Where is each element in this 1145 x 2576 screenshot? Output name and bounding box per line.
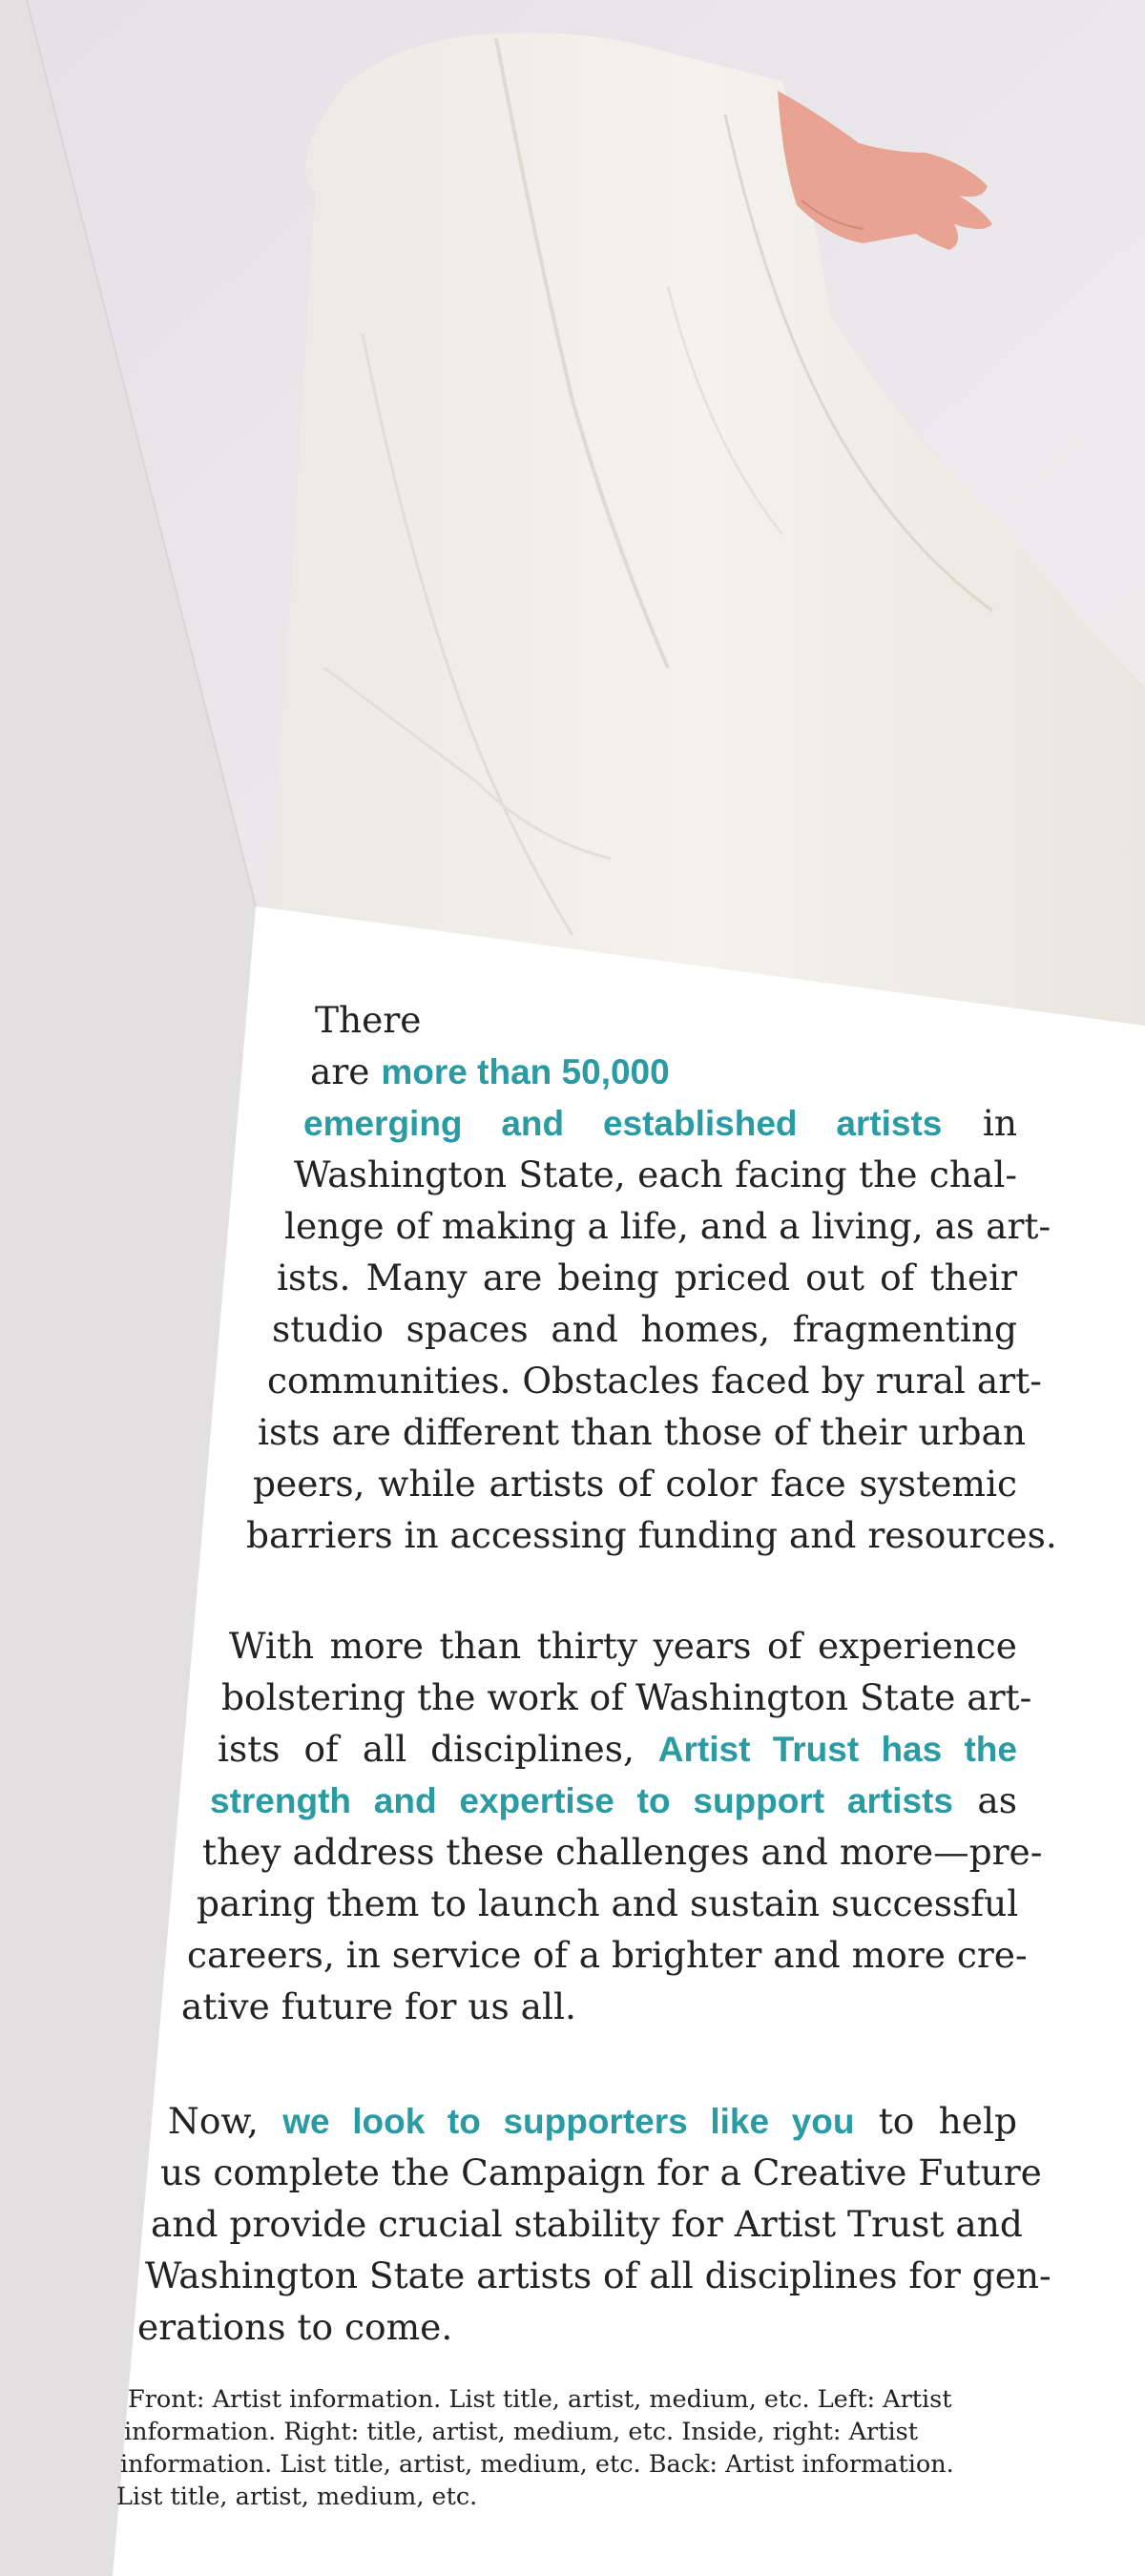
p1-line: barriers in accessing funding and resources. — [246, 1514, 1057, 1556]
p1-line: studio spaces and homes, fragmenting — [272, 1308, 1017, 1350]
p2-line: ists of all disciplines, Artist Trust has the — [218, 1728, 1017, 1770]
p1-line: lenge of making a life, and a living, as art- — [284, 1205, 1051, 1247]
p2-line: they address these challenges and more—pre- — [202, 1831, 1043, 1873]
p1-line: are more than 50,000 — [310, 1050, 670, 1092]
p3-line: erations to come. — [137, 2306, 453, 2348]
p1-line: ists are different than those of their urban — [258, 1411, 1026, 1453]
caption-line: information. List title, artist, medium, etc. Back: Artist information. — [120, 2450, 954, 2479]
p1-line: There — [315, 999, 422, 1041]
p3-line: Washington State artists of all disciplines for gen- — [145, 2254, 1051, 2296]
p3-line: us complete the Campaign for a Creative Future — [160, 2151, 1042, 2193]
p2-line: bolstering the work of Washington State art- — [221, 1676, 1032, 1718]
caption-line: Front: Artist information. List title, artist, medium, etc. Left: Artist — [128, 2385, 952, 2414]
p2-line: careers, in service of a brighter and more cre- — [187, 1934, 1028, 1976]
p2-line: paring them to launch and sustain successful — [197, 1882, 1019, 1924]
caption-line: information. Right: title, artist, medium, etc. Inside, right: Artist — [124, 2418, 918, 2446]
highlight-supporters: we look to supporters like you — [282, 2102, 855, 2141]
p1-line: Washington State, each facing the chal- — [294, 1153, 1017, 1195]
p2-line: strength and expertise to support artists as — [210, 1779, 1017, 1821]
p3-line: Now, we look to supporters like you to help — [168, 2100, 1017, 2142]
caption-line: List title, artist, medium, etc. — [116, 2483, 478, 2511]
highlight-artist-trust-strength: Artist Trust has the — [657, 1730, 1017, 1769]
highlight-artist-count: more than 50,000 — [381, 1052, 670, 1091]
p1-line: ists. Many are being priced out of their — [277, 1257, 1017, 1298]
p1-line: communities. Obstacles faced by rural art- — [267, 1360, 1042, 1402]
highlight-support-artists: strength and expertise to support artists — [210, 1781, 953, 1820]
p2-line: ative future for us all. — [181, 1985, 576, 2027]
p1-line: emerging and established artists in — [303, 1102, 1017, 1144]
p1-line: peers, while artists of color face systemic — [253, 1463, 1017, 1505]
highlight-emerging-artists: emerging and established artists — [303, 1104, 943, 1143]
p3-line: and provide crucial stability for Artist Trust and — [151, 2203, 1023, 2245]
p2-line: With more than thirty years of experience — [229, 1625, 1017, 1667]
